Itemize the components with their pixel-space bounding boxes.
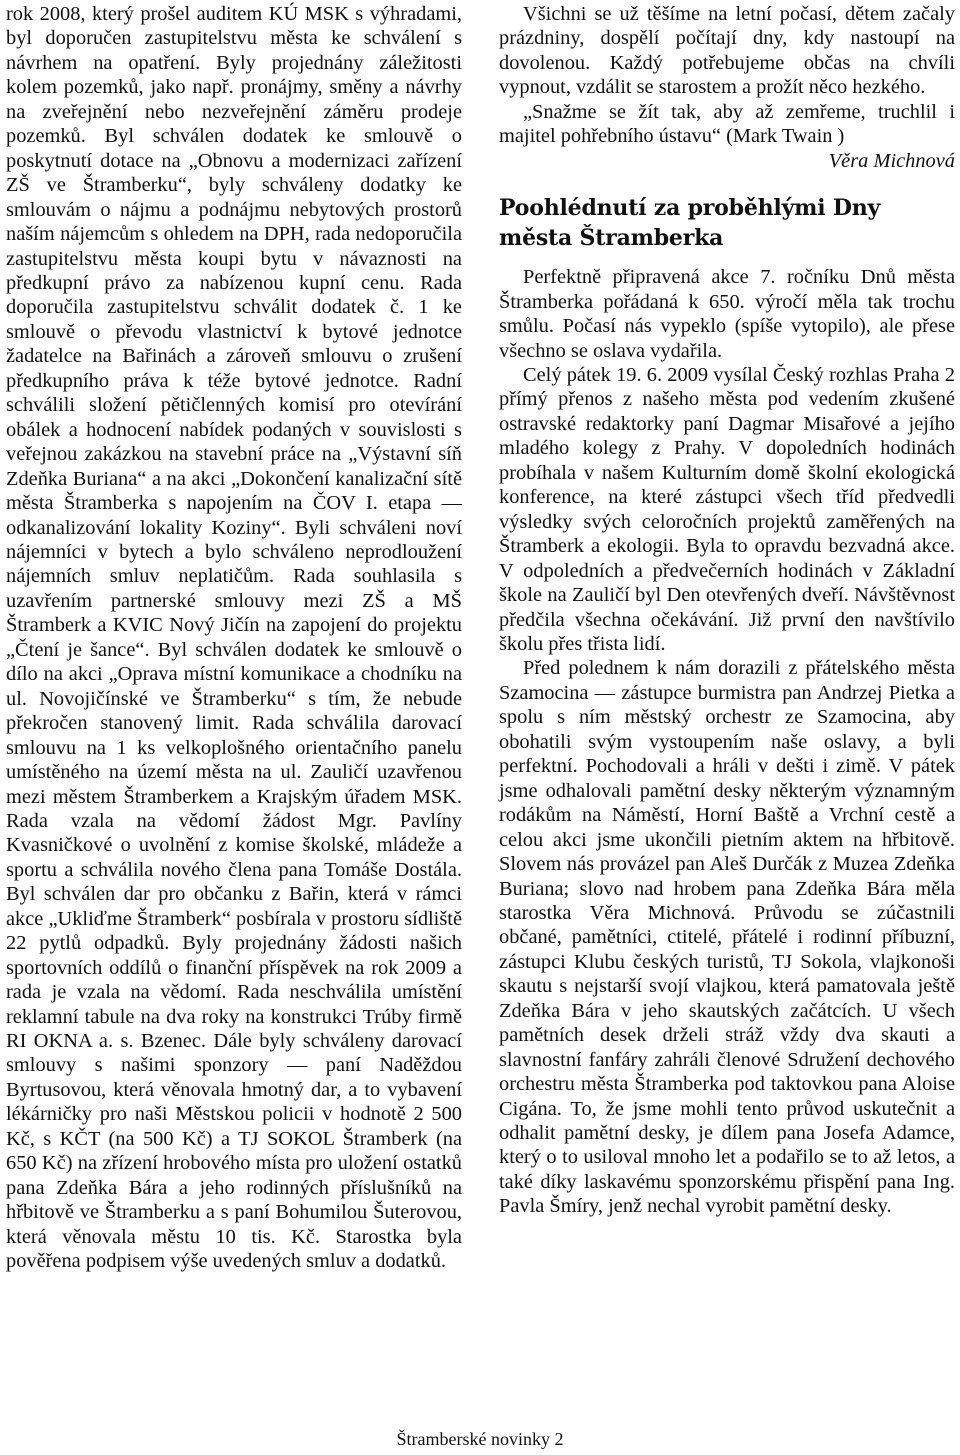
right-column xyxy=(499,2,955,1219)
article-paragraph-3: Před polednem k nám dorazili z přátelského města Szamocina — zástupce burmistra pan Andrzej Pietka a spolu s ním městský orchestr ze Szamocina, aby obohatili svým vystoupením naše oslavy, a byli perfektní. Pochodovali a hráli v dešti i zimě. V pátek jsme odhalovali pamětní desky některým významným rodákům na Náměstí, Horní Baště a Vrchní cestě a celou akci jsme ukončili pietním aktem na hřbitově. Slovem nás provázel pan Aleš Durčák z Muzea Zdeňka Buriana; slovo nad hrobem pana Zdeňka Bára měla starostka Věra Michnová. Průvodu se zúčastnili občané, pamětníci, ctitelé, přátelé i rodinní příbuzní, zástupci Klubu českých turistů, TJ Sokola, vlajkonoši skautu s nejstarší svojí vlajkou, která pamatovala ještě Zdeňka Bára v jeho skautských začátcích. U všech pamětních desek drželi stráž vždy dva skauti a slavnostní fanfáry zahráli členové Sdružení dechového orchestru města Štramberka pod taktovkou pana Aloise Cigána. To, že jsme mohli tento průvod uskutečnit a odhalit pamětní desky, je dílem pana Josefa Adamce, který o to usiloval mnoho let a podařilo se to až letos, a také díky laskavému sponzorskému přispění pana Ing. Pavla Šmíry, jenž nechal vyrobit pamětní desky. xyxy=(499,657,955,1218)
signature: Věra Michnová xyxy=(828,149,955,172)
page-footer: Štramberské novinky 2 xyxy=(396,1429,564,1449)
article-heading: Poohlédnutí za proběhlými Dny města Štramberka xyxy=(499,195,881,252)
left-paragraph: rok 2008, který prošel auditem KÚ MSK s výhradami, byl doporučen zastupitelstvu města ke schválení s návrhem na opatření. Byly projednány záležitosti kolem pozemků, jako např. pronájmy, směny a návrhy na zveřejnění nebo nezveřejnění záměru prodeje pozemků. Byl schválen dodatek ke smlouvě o poskytnutí dotace na „Obnovu a modernizaci zařízení ZŠ ve Štramberku“, byly schváleny dodatky ke smlouvám o nájmu a podnájmu nebytových prostorů naším nájemcům s ohledem na DPH, rada nedoporučila zastupitelstvu města koupi bytu v návaznosti na předkupní právo za nabízenou kupní cenu. Rada doporučila zastupitelstvu schválit dodatek č. 1 ke smlouvě o převodu vlastnictví k bytové jednotce žadatelce na Bařinách a zároveň smlouvu o zrušení předkupního práva k téže bytové jednotce. Radní schválili složení pětičlenných komisí pro otevírání obálek a hodnocení nabídek podaných v souvislosti s veřejnou zakázkou na stavební práce na „Výstavní síň Zdeňka Buriana“ a na akci „Dokončení kanalizační sítě města Štramberka s napojením na ČOV I. etapa — odkanalizování lokality Koziny“. Byli schváleni noví nájemníci v bytech a bylo schváleno neprodloužení nájemních smluv neplatičům. Rada souhlasila s uzavřením partnerské smlouvy mezi ZŠ a MŠ Štramberk a KVIC Nový Jičín na zapojení do projektu „Čtení je šance“. Byl schválen dodatek ke smlouvě o dílo na akci „Oprava místní komunikace a chodníku na ul. Novojičínské ve Štramberku“ s tím, že nebude překročen stanovený limit. Rada schválila darovací smlouvu na 1 ks velkoplošného orientačního panelu umístěného na území města na ul. Zauličí uzavřenou mezi městem Štramberkem a Krajským úřadem MSK. Rada vzala na vědomí žádost Mgr. Pavlíny Kvasničkové o uvolnění z komise školské, mládeže a sportu a schválila nového člena pana Tomáše Dostála. Byl schválen dar pro občanku z Bařin, která v rámci akce „Ukliďme Štramberk“ posbírala v prostoru sídliště 22 pytlů odpadků. Byly projednány žádosti našich sportovních oddílů o finanční příspěvek na rok 2009 a rada je vzala na vědomí. Rada neschválila umístění reklamní tabule na dva roky na konstrukci Trúby firmě RI OKNA a. s. Bzenec. Dále byly schváleny darovací smlouvy s našimi sponzory — paní Naděždou Byrtusovou, která věnovala hmotný dar, a to vybavení lékárničky pro naši Městskou policii v hodnotě 2 500 Kč, s KČT (na 500 Kč) a TJ SOKOL Štramberk (na 650 Kč) na zřízení hrobového místa pro uložení ostatků pana Zdeňka Bára a jeho rodinných příslušníků na hřbitově ve Štramberku a s paní Bohumilou Šuterovou, která věnovala městu 10 tis. Kč. Starostka byla pověřena podpisem výše uvedených smluv a dodatků. xyxy=(6,3,462,1273)
left-column xyxy=(6,2,462,1274)
quote: „Snažme se žít tak, aby až zemřeme, truchlil i majitel pohřebního ústavu“ (Mark Twain ) xyxy=(499,100,955,148)
article-paragraph-1: Perfektně připravená akce 7. ročníku Dnů města Štramberka pořádaná k 650. výročí měla tak trochu smůlu. Počasí nás vypeklo (spíše vytopilo), ale přese všechno se oslava vydařila. xyxy=(499,266,955,362)
article-paragraph-2: Celý pátek 19. 6. 2009 vysílal Český rozhlas Praha 2 přímý přenos z našeho města pod vedením zkušené ostravské redaktorky paní Dagmar Misařové a jejího mladého kolegy z Prahy. V dopoledních hodinách probíhala v našem Kulturním domě školní ekologická konference, na které zástupci všech tříd předvedli výsledky svých celoročních projektů zaměřených na Štramberk a ekologii. Byla to opravdu bezvadná akce. V odpoledních a předvečerních hodinách v Základní škole na Zauličí byl Den otevřených dveří. Návštěvnost předčila všechna očekávání. Již první den navštívilo školu přes třista lidí. xyxy=(499,363,955,655)
intro-paragraph: Všichni se už těšíme na letní počasí, dětem začaly prázdniny, dospělí počítají dny, kdy nastoupí na dovolenou. Každý potřebujeme občas na chvíli vypnout, vzdálit se starostem a prožít něco hezkého. xyxy=(499,3,955,99)
